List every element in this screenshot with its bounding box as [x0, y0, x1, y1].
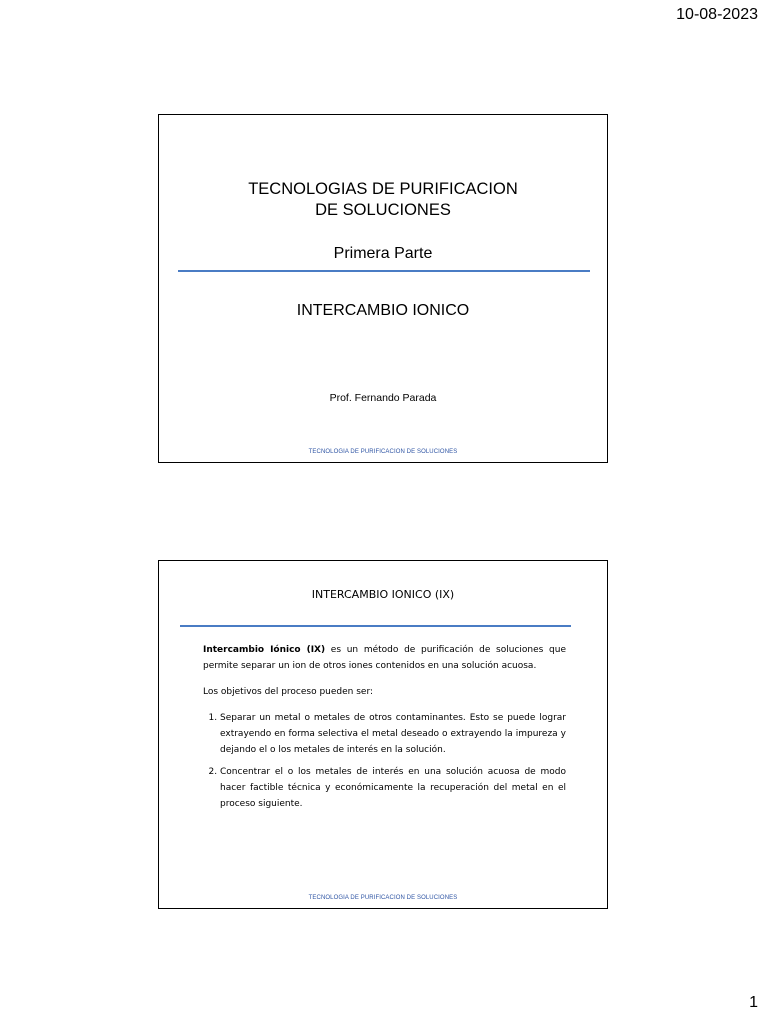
title-line-1: TECNOLOGIAS DE PURIFICACION — [248, 180, 518, 198]
topic-heading: INTERCAMBIO IONICO — [296, 302, 470, 319]
slide-title — [158, 114, 608, 463]
slide-intercambio-ionico — [158, 560, 608, 909]
slide-footer: TECNOLOGIA DE PURIFICACION DE SOLUCIONES — [308, 449, 458, 455]
subtitle: Primera Parte — [333, 245, 433, 262]
objective-item: 2. Concentrar el o los metales de interés en una solución acuosa de modo hacer factible técnica y económicamente la recuperación del metal en el proceso siguiente. — [220, 764, 566, 812]
intro-term: Intercambio Iónico (IX) — [203, 645, 326, 655]
objectives-list — [203, 710, 566, 812]
title-line-2: DE SOLUCIONES — [315, 201, 451, 219]
author: Prof. Fernando Parada — [329, 392, 437, 404]
page-date: 10-08-2023 — [676, 6, 758, 23]
objective-item: 1. Separar un metal o metales de otros contaminantes. Esto se puede lograr extrayendo en forma selectiva el metal deseado o extrayendo la impureza y dejando el o los metales de interés en la solución. — [220, 710, 566, 758]
presentation-title — [159, 179, 607, 221]
slide-body — [203, 642, 566, 818]
divider-line — [180, 625, 571, 627]
objectives-heading: Los objetivos del proceso pueden ser: — [203, 687, 374, 697]
intro-paragraph — [203, 642, 566, 674]
page-number: 1 — [749, 994, 758, 1011]
slide-footer: TECNOLOGIA DE PURIFICACION DE SOLUCIONES — [308, 895, 458, 901]
slide-title: INTERCAMBIO IONICO (IX) — [311, 588, 455, 601]
intro-text: es un método de purificación de soluciones que permite separar un ion de otros iones contenidos en una solución acuosa. — [203, 645, 566, 671]
divider-line — [178, 270, 590, 272]
